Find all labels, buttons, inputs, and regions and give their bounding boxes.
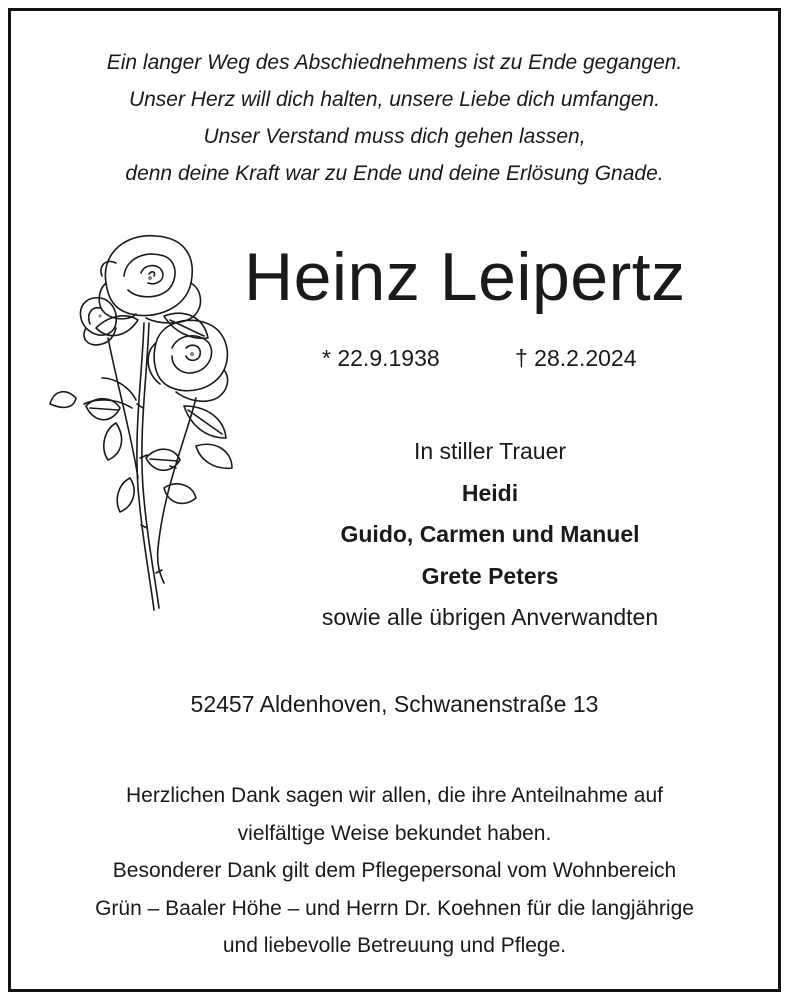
mourning-outro: sowie alle übrigen Anverwandten	[321, 604, 659, 630]
poem	[0, 44, 789, 192]
thanks-line: Grün – Baaler Höhe – und Herrn Dr. Koehnen für die langjährige	[95, 896, 694, 920]
address: 52457 Aldenhoven, Schwanenstraße 13	[190, 691, 599, 717]
poem-line: Ein langer Weg des Abschiednehmens ist zu Ende gegangen.	[106, 51, 683, 74]
death-date: † 28.2.2024	[515, 345, 637, 371]
poem-line: Unser Herz will dich halten, unsere Liebe dich umfangen.	[128, 88, 661, 111]
thanks-block	[0, 777, 789, 965]
thanks-line: Besonderer Dank gilt dem Pflegepersonal vom Wohnbereich	[112, 859, 677, 882]
thanks-line: Herzlichen Dank sagen wir allen, die ihre Anteilnahme auf	[126, 784, 663, 807]
poem-line: Unser Verstand muss dich gehen lassen,	[203, 125, 586, 148]
mourners-block	[290, 431, 690, 639]
mourner-name: Heidi	[461, 479, 519, 506]
poem-line: denn deine Kraft war zu Ende und deine Erlösung Gnade.	[125, 162, 664, 185]
mourning-intro: In stiller Trauer	[413, 438, 567, 464]
thanks-line: vielfältige Weise bekundet haben.	[237, 821, 552, 845]
rose-icon	[46, 228, 246, 623]
mourner-name: Grete Peters	[421, 562, 559, 589]
thanks-line: und liebevolle Betreuung und Pflege.	[222, 934, 567, 957]
deceased-name: Heinz Leipertz	[244, 239, 686, 315]
birth-date: * 22.9.1938	[322, 345, 440, 371]
mourner-name: Guido, Carmen und Manuel	[340, 521, 640, 547]
